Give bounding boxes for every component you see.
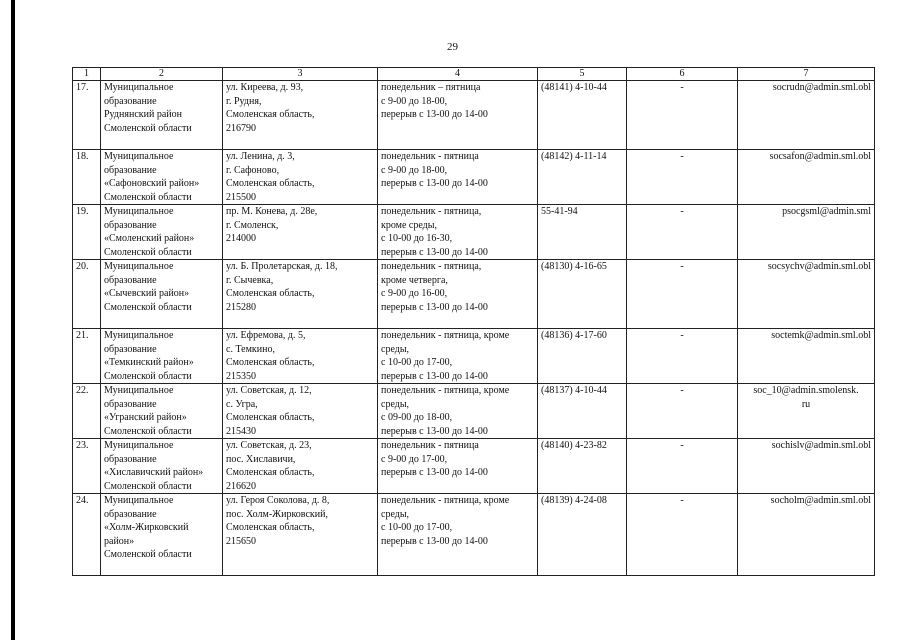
address-line: ул. Ленина, д. 3, — [226, 151, 295, 162]
working-hours-line: с 9-00 до 16-00, — [381, 288, 448, 299]
row-number: 23. — [73, 439, 101, 494]
working-hours-line: понедельник - пятница — [381, 151, 479, 162]
column-6-value: - — [627, 384, 738, 439]
row-number: 19. — [73, 205, 101, 260]
working-hours-line: перерыв с 13-00 до 14-00 — [381, 535, 488, 547]
municipality-name-line: образование — [104, 164, 157, 176]
phone: 55-41-94 — [538, 205, 627, 260]
municipality-name-line: Смоленской области — [104, 246, 192, 258]
address-line: Смоленская область, — [226, 288, 315, 299]
table-row — [73, 494, 875, 576]
address-line: г. Смоленск, — [226, 219, 279, 231]
phone: (48139) 4-24-08 — [538, 494, 627, 576]
municipality-name-line: Руднянский район — [104, 109, 182, 120]
municipality-name-line: «Холм-Жирковский — [104, 522, 189, 533]
working-hours — [378, 81, 538, 150]
email — [738, 150, 875, 205]
municipality-name — [101, 260, 223, 329]
column-6-value: - — [627, 81, 738, 150]
address-line: Смоленская область, — [226, 412, 315, 423]
table-row — [73, 81, 875, 150]
working-hours-line: среды, — [381, 508, 410, 520]
municipality-name-line: Смоленской области — [104, 549, 192, 560]
working-hours-line: перерыв с 13-00 до 14-00 — [381, 246, 488, 258]
address-line: ул. Советская, д. 23, — [226, 440, 312, 451]
working-hours-line: понедельник - пятница, кроме — [381, 495, 510, 506]
working-hours — [378, 150, 538, 205]
municipality-name — [101, 81, 223, 150]
table-row — [73, 439, 875, 494]
page-number: 29 — [447, 41, 458, 53]
working-hours — [378, 205, 538, 260]
municipality-name-line: Муниципальное — [104, 330, 174, 341]
scan-edge-bar — [11, 0, 15, 640]
address-line: Смоленская область, — [226, 178, 315, 189]
address-line: 215500 — [226, 191, 256, 203]
phone: (48142) 4-11-14 — [538, 150, 627, 205]
phone: (48130) 4-16-65 — [538, 260, 627, 329]
header-cell: 7 — [738, 68, 875, 81]
municipality-name-line: Смоленской области — [104, 370, 192, 382]
municipality-name-line: «Сычевский район» — [104, 288, 190, 299]
municipality-name-line: «Угранский район» — [104, 412, 187, 423]
row-number: 24. — [73, 494, 101, 576]
municipality-name-line: «Сафоновский район» — [104, 178, 200, 189]
working-hours-line: с 10-00 до 17-00, — [381, 522, 453, 533]
working-hours-line: с 9-00 до 18-00, — [381, 164, 448, 176]
address-line: 214000 — [226, 233, 256, 244]
table-row — [73, 260, 875, 329]
row-number: 21. — [73, 329, 101, 384]
address-line: ул. Советская, д. 12, — [226, 385, 312, 396]
address-line: ул. Б. Пролетарская, д. 18, — [226, 261, 338, 272]
municipality-name-line: Муниципальное — [104, 495, 174, 506]
address-line: с. Темкино, — [226, 343, 275, 355]
working-hours-line: с 9-00 до 18-00, — [381, 95, 448, 107]
row-number: 17. — [73, 81, 101, 150]
working-hours — [378, 384, 538, 439]
row-number: 22. — [73, 384, 101, 439]
municipality-name-line: Муниципальное — [104, 385, 174, 396]
phone: (48141) 4-10-44 — [538, 81, 627, 150]
municipality-name — [101, 494, 223, 576]
address — [223, 494, 378, 576]
email-line: socsafon@admin.sml.obl — [769, 151, 871, 162]
working-hours-line: перерыв с 13-00 до 14-00 — [381, 109, 488, 120]
working-hours-line: перерыв с 13-00 до 14-00 — [381, 467, 488, 478]
phone: (48137) 4-10-44 — [538, 384, 627, 439]
column-6-value: - — [627, 260, 738, 329]
table-row — [73, 329, 875, 384]
address-line: 216790 — [226, 122, 256, 134]
address — [223, 205, 378, 260]
row-number: 18. — [73, 150, 101, 205]
row-number: 20. — [73, 260, 101, 329]
municipality-name-line: «Темкинский район» — [104, 357, 194, 368]
email — [738, 384, 875, 439]
working-hours-line: перерыв с 13-00 до 14-00 — [381, 178, 488, 189]
municipality-name-line: «Смоленский район» — [104, 233, 195, 244]
municipality-name-line: Муниципальное — [104, 206, 174, 217]
municipality-name — [101, 329, 223, 384]
municipality-name-line: образование — [104, 274, 157, 286]
address — [223, 329, 378, 384]
municipality-name-line: образование — [104, 343, 157, 355]
column-6-value: - — [627, 205, 738, 260]
address-line: с. Угра, — [226, 398, 258, 410]
column-6-value: - — [627, 439, 738, 494]
working-hours-line: с 09-00 до 18-00, — [381, 412, 453, 423]
working-hours-line: среды, — [381, 343, 410, 355]
address-line: 216620 — [226, 480, 256, 492]
email-line: psocgsml@admin.sml — [782, 206, 871, 217]
address-line: 215350 — [226, 370, 256, 382]
address-line: Смоленская область, — [226, 357, 315, 368]
email-line: sochislv@admin.sml.obl — [771, 440, 871, 451]
working-hours-line: понедельник - пятница, — [381, 206, 482, 217]
email — [738, 439, 875, 494]
email — [738, 81, 875, 150]
email-line: ru — [801, 398, 811, 410]
working-hours-line: перерыв с 13-00 до 14-00 — [381, 425, 488, 437]
column-6-value: - — [627, 329, 738, 384]
email-line: socrudn@admin.sml.obl — [772, 82, 871, 93]
address — [223, 384, 378, 439]
address-line: ул. Героя Соколова, д. 8, — [226, 495, 330, 506]
column-6-value: - — [627, 150, 738, 205]
municipality-name-line: образование — [104, 219, 157, 231]
municipality-name-line: образование — [104, 95, 157, 107]
working-hours-line: с 10-00 до 17-00, — [381, 357, 453, 368]
municipality-name-line: Муниципальное — [104, 82, 174, 93]
address-line: пос. Хиславичи, — [226, 453, 296, 465]
address-line: 215280 — [226, 301, 256, 313]
header-cell: 2 — [101, 68, 223, 81]
municipality-name-line: Муниципальное — [104, 261, 174, 272]
institutions-table — [72, 67, 875, 576]
municipality-name-line: Смоленской области — [104, 425, 192, 437]
header-row — [73, 68, 875, 81]
table-row — [73, 205, 875, 260]
municipality-name-line: Смоленской области — [104, 480, 192, 492]
table-body — [73, 68, 875, 576]
address-line: пр. М. Конева, д. 28е, — [226, 206, 318, 217]
header-cell: 6 — [627, 68, 738, 81]
address-line: Смоленская область, — [226, 522, 315, 533]
email-line: soc_10@admin.smolensk. — [753, 385, 859, 396]
address-line: Смоленская область, — [226, 467, 315, 478]
phone: (48140) 4-23-82 — [538, 439, 627, 494]
municipality-name-line: образование — [104, 508, 157, 520]
working-hours-line: понедельник - пятница, — [381, 261, 482, 272]
email — [738, 260, 875, 329]
working-hours-line: с 10-00 до 16-30, — [381, 233, 453, 244]
working-hours-line: понедельник - пятница — [381, 440, 479, 451]
address — [223, 150, 378, 205]
header-cell: 5 — [538, 68, 627, 81]
municipality-name — [101, 384, 223, 439]
municipality-name-line: Смоленской области — [104, 301, 192, 313]
address-line: Смоленская область, — [226, 109, 315, 120]
working-hours-line: кроме четверга, — [381, 274, 448, 286]
municipality-name-line: Муниципальное — [104, 151, 174, 162]
column-6-value: - — [627, 494, 738, 576]
working-hours — [378, 494, 538, 576]
working-hours-line: понедельник - пятница, кроме — [381, 330, 510, 341]
address-line: 215650 — [226, 535, 256, 547]
email — [738, 205, 875, 260]
municipality-name-line: образование — [104, 453, 157, 465]
municipality-name-line: «Хиславичский район» — [104, 467, 204, 478]
working-hours-line: понедельник - пятница, кроме — [381, 385, 510, 396]
working-hours-line: среды, — [381, 398, 410, 410]
working-hours-line: перерыв с 13-00 до 14-00 — [381, 301, 488, 313]
email — [738, 494, 875, 576]
municipality-name — [101, 439, 223, 494]
municipality-name-line: район» — [104, 535, 135, 547]
working-hours-line: понедельник – пятница — [381, 82, 481, 93]
working-hours-line: кроме среды, — [381, 219, 437, 231]
working-hours — [378, 329, 538, 384]
email-line: socholm@admin.sml.obl — [770, 495, 871, 506]
header-cell: 4 — [378, 68, 538, 81]
address-line: г. Рудня, — [226, 95, 262, 107]
table-row — [73, 150, 875, 205]
address-line: ул. Ефремова, д. 5, — [226, 330, 306, 341]
municipality-name — [101, 150, 223, 205]
email-line: soctemk@admin.sml.obl — [771, 330, 871, 341]
working-hours-line: с 9-00 до 17-00, — [381, 453, 448, 465]
municipality-name-line: образование — [104, 398, 157, 410]
address-line: 215430 — [226, 425, 256, 437]
address — [223, 81, 378, 150]
municipality-name-line: Смоленской области — [104, 122, 192, 134]
working-hours — [378, 260, 538, 329]
municipality-name-line: Муниципальное — [104, 440, 174, 451]
municipality-name — [101, 205, 223, 260]
email-line: socsychv@admin.sml.obl — [767, 261, 871, 272]
address-line: г. Сычевка, — [226, 274, 274, 286]
header-cell: 1 — [73, 68, 101, 81]
email — [738, 329, 875, 384]
working-hours-line: перерыв с 13-00 до 14-00 — [381, 370, 488, 382]
address-line: пос. Холм-Жирковский, — [226, 508, 328, 520]
address-line: ул. Киреева, д. 93, — [226, 82, 304, 93]
address-line: г. Сафоново, — [226, 164, 280, 176]
table-row — [73, 384, 875, 439]
phone: (48136) 4-17-60 — [538, 329, 627, 384]
working-hours — [378, 439, 538, 494]
header-cell: 3 — [223, 68, 378, 81]
address — [223, 260, 378, 329]
municipality-name-line: Смоленской области — [104, 191, 192, 203]
address — [223, 439, 378, 494]
